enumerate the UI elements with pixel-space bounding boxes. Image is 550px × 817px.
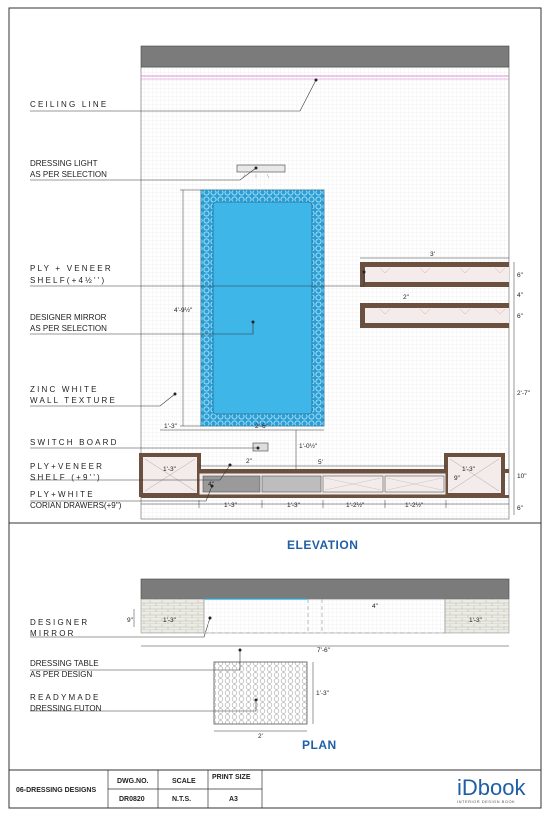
dim-drawer-h: 9" xyxy=(454,475,460,482)
mirror-glass xyxy=(213,202,312,414)
label-designer-mirror-sub: AS PER SELECTION xyxy=(30,324,107,333)
dim-counter-width: 5' xyxy=(318,459,323,466)
label-zinc-white: ZINC WHITE xyxy=(30,385,99,394)
dim-leg: 4" xyxy=(208,481,214,488)
wall-texture xyxy=(141,67,509,519)
dim-plan-left: 1'-3" xyxy=(163,617,176,624)
dim-base-h: 6" xyxy=(517,505,523,512)
switch-board xyxy=(253,443,268,451)
plan-view xyxy=(134,579,509,731)
dim-bottom-2: 1'-3" xyxy=(287,502,300,509)
elevation-title: ELEVATION xyxy=(287,538,359,552)
label-dressing-light: DRESSING LIGHT xyxy=(30,159,98,168)
dim-mirror-height: 4'-9½" xyxy=(174,307,193,314)
plan-box-left xyxy=(141,599,204,633)
dim-mirror-width: 2'-6" xyxy=(255,423,268,430)
label-switch-board: SWITCH BOARD xyxy=(30,438,119,447)
dim-left-offset: 1'-3" xyxy=(164,423,177,430)
dim-shelf-width: 3' xyxy=(430,251,435,258)
dim-bottom-4: 1'-2½" xyxy=(405,502,424,509)
dim-plan-small: 4" xyxy=(372,603,378,610)
dim-wall-h: 2'-7" xyxy=(517,390,530,397)
label-ply-white-sub: CORIAN DRAWERS(+9'') xyxy=(30,501,122,510)
dim-futon-h: 1'-3" xyxy=(316,690,329,697)
dim-small: 2" xyxy=(403,294,409,301)
plan-box-right xyxy=(445,599,509,633)
dwg-no-label: DWG.NO. xyxy=(117,778,149,785)
base-plinth xyxy=(141,495,509,498)
plan-title: PLAN xyxy=(302,738,337,752)
label-ply-white: PLY+WHITE xyxy=(30,490,95,499)
dim-counter-h: 10" xyxy=(517,473,527,480)
dim-shelf-h2: 6" xyxy=(517,313,523,320)
label-ply-veneer-shelf-sub: SHELF(+4½'') xyxy=(30,276,107,285)
dim-small-2: 2" xyxy=(246,458,252,465)
dim-shelf-gap: 4" xyxy=(517,292,523,299)
label-plan-mirror: MIRROR xyxy=(30,629,76,638)
label-dressing-table: DRESSING TABLE xyxy=(30,659,99,668)
brand-logo: iDbook xyxy=(457,775,526,800)
project-name: 06-DRESSING DESIGNS xyxy=(16,787,97,794)
dwg-no-value: DR0820 xyxy=(119,796,145,803)
shelf-upper xyxy=(360,262,509,287)
label-ceiling-line: CEILING LINE xyxy=(30,100,109,109)
dim-plan-depth: 9" xyxy=(127,617,133,624)
dressing-light xyxy=(237,165,285,172)
label-ply-veneer-shelf: PLY + VENEER xyxy=(30,264,113,273)
dim-futon-w: 2' xyxy=(258,733,263,740)
dim-shelf-h1: 6" xyxy=(517,272,523,279)
dim-bottom-3: 1'-2½" xyxy=(346,502,365,509)
label-ply-veneer-shelf9-sub: SHELF (+9'') xyxy=(30,473,102,482)
plan-counter xyxy=(204,599,445,633)
label-zinc-white-sub: WALL TEXTURE xyxy=(30,396,118,405)
label-designer-mirror: DESIGNER MIRROR xyxy=(30,313,107,322)
label-futon: DRESSING FUTON xyxy=(30,704,102,713)
label-ply-veneer-shelf9: PLY+VENEER xyxy=(30,462,105,471)
label-dressing-table-sub: AS PER DESIGN xyxy=(30,670,93,679)
plan-wall xyxy=(141,579,509,599)
drawer-2 xyxy=(262,476,321,492)
scale-label: SCALE xyxy=(172,778,196,785)
scale-value: N.T.S. xyxy=(172,796,192,803)
dim-plan-right: 1'-3" xyxy=(469,617,482,624)
dim-bottom-1: 1'-3" xyxy=(224,502,237,509)
print-size-label: PRINT SIZE xyxy=(212,774,251,781)
label-plan-designer: DESIGNER xyxy=(30,618,90,627)
dim-plan-total: 7'-6" xyxy=(317,647,330,654)
dim-box-right: 1'-3" xyxy=(462,466,475,473)
shelf-lower xyxy=(360,303,509,328)
dim-switch-h: 1'-0½" xyxy=(299,443,318,450)
ceiling-band xyxy=(141,46,509,67)
brand-logo-sub: INTERIOR DESIGN BOOK xyxy=(457,799,516,804)
dressing-futon xyxy=(214,662,307,724)
label-readymade: READYMADE xyxy=(30,693,101,702)
label-dressing-light-sub: AS PER SELECTION xyxy=(30,170,107,179)
dim-box-left: 1'-3" xyxy=(163,466,176,473)
print-size-value: A3 xyxy=(229,796,238,803)
